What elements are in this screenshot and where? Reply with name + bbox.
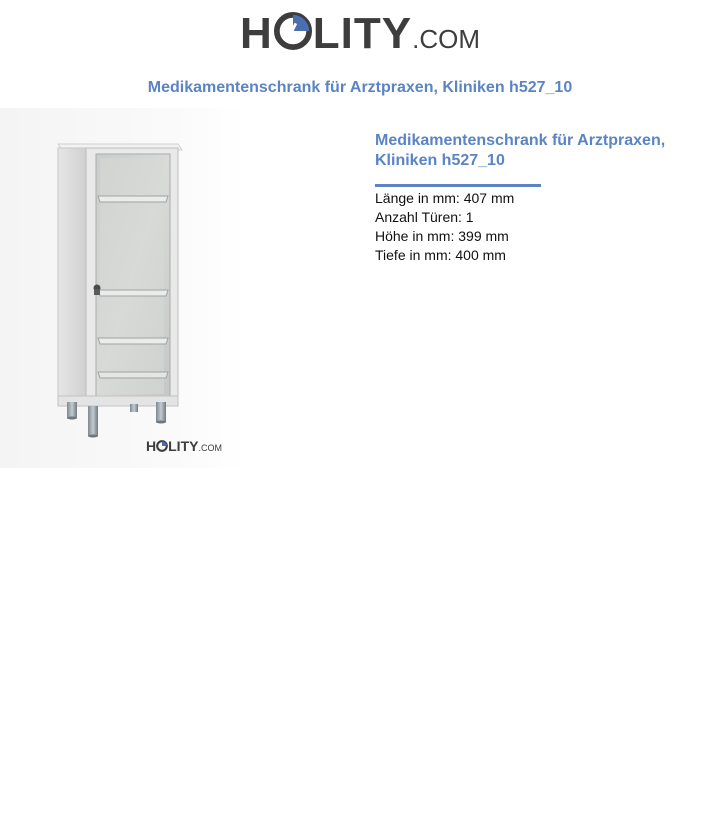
spec-list	[375, 189, 695, 265]
spec-length: Länge in mm: 407 mm	[375, 190, 515, 206]
product-info	[375, 131, 695, 265]
watermark-text-h: H	[146, 438, 157, 454]
watermark-text-lity: LITY	[168, 438, 199, 454]
watermark-domain: .COM	[198, 443, 222, 453]
spec-height: Höhe in mm: 399 mm	[375, 228, 509, 244]
product-image	[0, 108, 320, 468]
logo-text-h: H	[240, 9, 273, 58]
spec-depth: Tiefe in mm: 400 mm	[375, 247, 506, 263]
image-watermark-logo	[146, 439, 222, 453]
site-logo[interactable]	[0, 9, 720, 58]
page-title: Medikamentenschrank für Arztpraxen, Kliniken h527_10	[147, 79, 573, 96]
watermark-o-icon	[156, 440, 168, 452]
spec-door-count: Anzahl Türen: 1	[375, 209, 474, 225]
logo-o-icon	[274, 12, 312, 50]
title-divider	[375, 184, 541, 187]
logo-domain: .COM	[412, 24, 480, 54]
logo-text-lity: LITY	[312, 9, 413, 58]
product-title: Medikamentenschrank für Arztpraxen, Kliniken h527_10	[375, 132, 666, 169]
